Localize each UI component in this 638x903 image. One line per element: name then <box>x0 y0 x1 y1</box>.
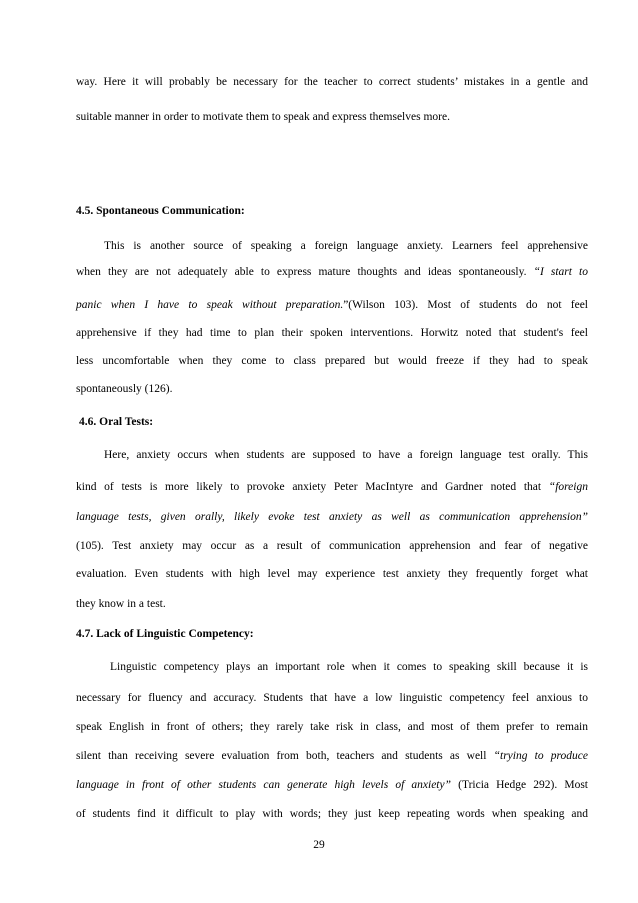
paragraph-line: necessary for fluency and accuracy. Students that have a low linguistic competency feel anxious to <box>76 692 588 704</box>
paragraph-line: way. Here it will probably be necessary for the teacher to correct students’ mistakes in a gentle and <box>76 76 588 88</box>
page-number: 29 <box>313 839 325 851</box>
paragraph-line: (105). Test anxiety may occur as a result of communication apprehension and fear of negative <box>76 540 588 552</box>
paragraph-line: This is another source of speaking a foreign language anxiety. Learners feel apprehensive <box>104 240 588 252</box>
paragraph-line: Here, anxiety occurs when students are supposed to have a foreign language test orally. This <box>104 449 588 461</box>
paragraph-line: speak English in front of others; they rarely take risk in class, and most of them prefer to remain <box>76 721 588 733</box>
paragraph-line: spontaneously (126). <box>76 383 173 395</box>
paragraph-line: apprehensive if they had time to plan their spoken interventions. Horwitz noted that student's feel <box>76 327 588 339</box>
text-run: kind of tests is more likely to provoke anxiety Peter MacIntyre and Gardner noted that <box>76 481 549 493</box>
paragraph-line <box>76 264 588 280</box>
section-heading-4-5: 4.5. Spontaneous Communication: <box>76 205 245 217</box>
quote-text: “foreign <box>548 481 588 493</box>
quote-text: “I start to <box>533 266 588 278</box>
paragraph-line <box>76 509 588 525</box>
paragraph-line: evaluation. Even students with high level may experience test anxiety they frequently forget what <box>76 568 588 580</box>
paragraph-line: suitable manner in order to motivate them to speak and express themselves more. <box>76 111 450 123</box>
text-run: ”(Wilson 103). Most of students do not feel <box>343 299 589 311</box>
paragraph-line: less uncomfortable when they come to class prepared but would freeze if they had to speak <box>76 355 588 367</box>
paragraph-line: Linguistic competency plays an important role when it comes to speaking skill because it is <box>110 661 588 673</box>
section-heading-4-6: 4.6. Oral Tests: <box>79 416 154 428</box>
paragraph-line <box>76 297 588 313</box>
quote-text: “trying to produce <box>493 750 588 762</box>
text-run: silent than receiving severe evaluation from both, teachers and students as well <box>76 750 494 762</box>
paragraph-line: of students find it difficult to play with words; they just keep repeating words when speaking and <box>76 808 588 820</box>
paragraph-line <box>76 748 588 764</box>
quote-text: language tests, given orally, likely evoke test anxiety as well as communication apprehension” <box>76 511 588 523</box>
paragraph-line <box>76 479 588 495</box>
text-run: (Tricia Hedge 292). Most <box>451 779 588 791</box>
quote-text: panic when I have to speak without preparation. <box>76 299 344 311</box>
paragraph-line: they know in a test. <box>76 598 166 610</box>
paragraph-line <box>76 777 588 793</box>
quote-text: language in front of other students can generate high levels of anxiety” <box>76 779 451 791</box>
section-heading-4-7: 4.7. Lack of Linguistic Competency: <box>76 628 254 640</box>
text-run: when they are not adequately able to express mature thoughts and ideas spontaneously. <box>76 266 534 278</box>
